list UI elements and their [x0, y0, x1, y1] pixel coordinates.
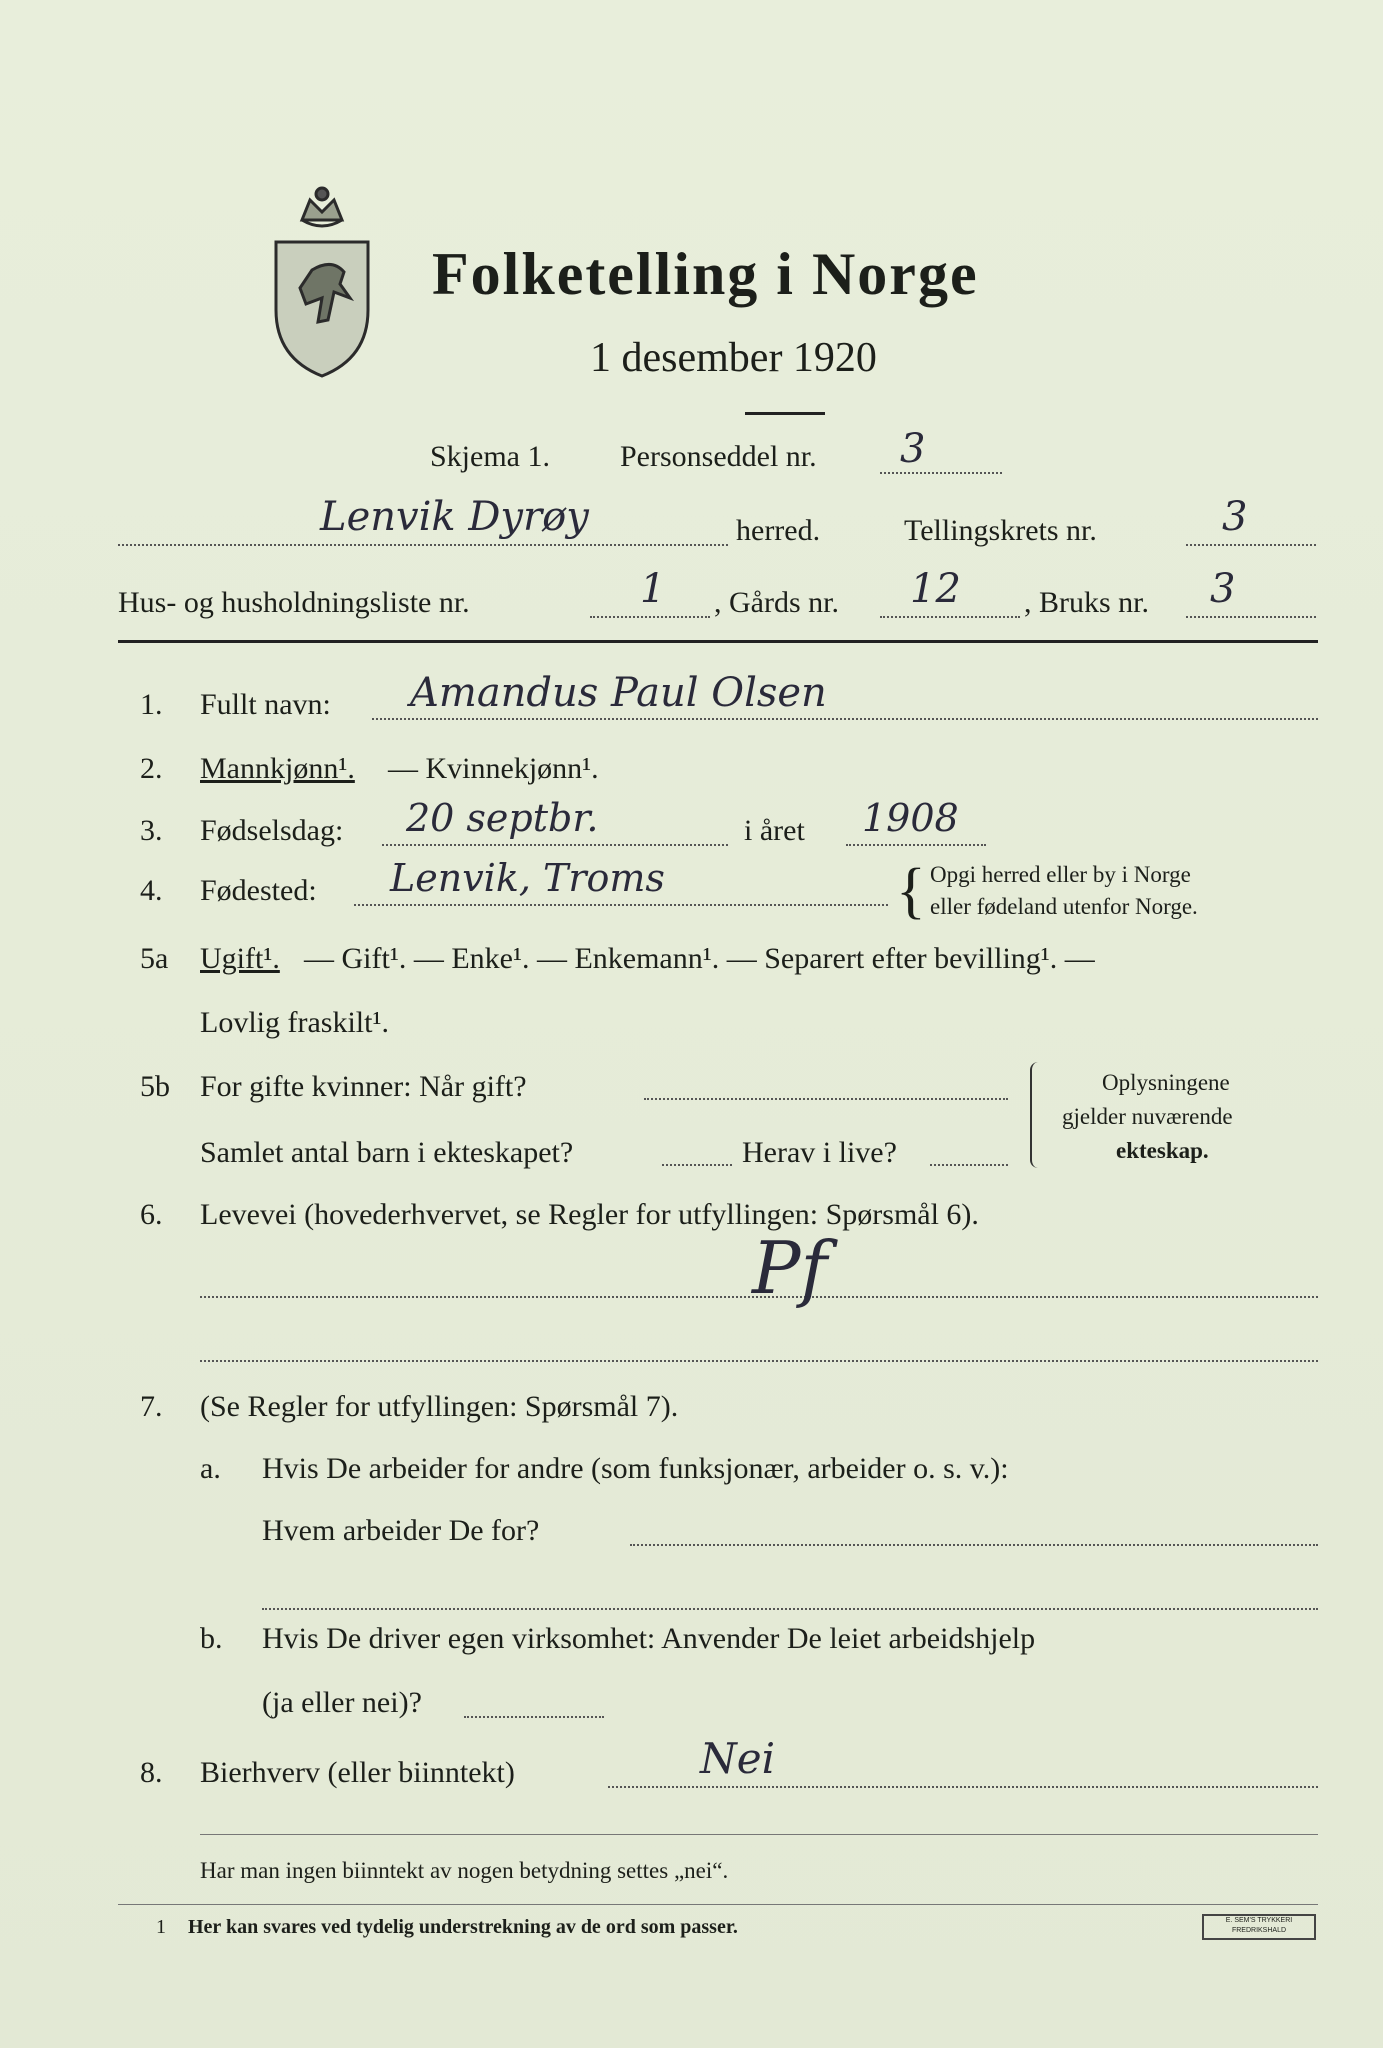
- q7b-label: Hvis De driver egen virksomhet: Anvender De leiet arbeidshjelp: [262, 1622, 1036, 1655]
- q2-number: 2.: [140, 752, 163, 785]
- q7-number: 7.: [140, 1390, 163, 1423]
- q3-number: 3.: [140, 814, 163, 847]
- q8-label: Bierhverv (eller biinntekt): [200, 1756, 515, 1789]
- q7b-letter: b.: [200, 1622, 223, 1655]
- q8-number: 8.: [140, 1756, 163, 1789]
- hus-label: Hus- og husholdningsliste nr.: [118, 586, 470, 619]
- occupation-field-2[interactable]: [200, 1360, 1318, 1362]
- q4-note-2: eller fødeland utenfor Norge.: [930, 894, 1198, 919]
- tellingskrets-label: Tellingskrets nr.: [904, 514, 1097, 547]
- birth-year-field[interactable]: [846, 844, 986, 846]
- footer-rule: [200, 1834, 1318, 1835]
- gards-value: 12: [910, 566, 961, 612]
- q5a-number: 5a: [140, 942, 169, 975]
- q4-number: 4.: [140, 874, 163, 907]
- married-date-field[interactable]: [644, 1098, 1008, 1100]
- q7-label: (Se Regler for utfyllingen: Spørsmål 7).: [200, 1390, 679, 1423]
- q3-label: Fødselsdag:: [200, 814, 344, 847]
- q5b-married-label: For gifte kvinner: Når gift?: [200, 1070, 527, 1103]
- q4-note-1: Opgi herred eller by i Norge: [930, 862, 1191, 887]
- bruks-field[interactable]: [1186, 616, 1316, 618]
- full-name-value: Amandus Paul Olsen: [410, 670, 827, 716]
- sex-male-option[interactable]: Mannkjønn¹.: [200, 752, 355, 785]
- bruks-value: 3: [1210, 566, 1236, 612]
- skjema-label: Skjema 1.: [430, 440, 550, 473]
- q4-brace: {: [896, 857, 926, 925]
- side-income-value: Nei: [700, 1734, 776, 1783]
- footnote-mark: 1: [156, 1916, 166, 1938]
- q7a-sub-label: Hvem arbeider De for?: [262, 1514, 540, 1547]
- employer-field-1[interactable]: [630, 1544, 1318, 1546]
- footer-note: Har man ingen biinntekt av nogen betydning settes „nei“.: [200, 1858, 729, 1883]
- q1-label: Fullt navn:: [200, 688, 331, 721]
- q5b-note-3: ekteskap.: [1116, 1138, 1209, 1163]
- header-rule: [118, 640, 1318, 643]
- q3-year-label: i året: [744, 814, 805, 847]
- personseddel-value: 3: [900, 426, 926, 472]
- hus-value: 1: [640, 566, 666, 612]
- status-divorced-option[interactable]: Lovlig fraskilt¹.: [200, 1006, 389, 1039]
- herred-label: herred.: [736, 514, 821, 547]
- hired-help-field[interactable]: [464, 1716, 604, 1718]
- bruks-label: , Bruks nr.: [1024, 586, 1150, 619]
- herred-field[interactable]: [118, 544, 728, 546]
- tellingskrets-field[interactable]: [1186, 544, 1316, 546]
- personseddel-field[interactable]: [880, 472, 1002, 474]
- status-other-options[interactable]: — Gift¹. — Enke¹. — Enkemann¹. — Separert efter bevilling¹. —: [304, 942, 1095, 975]
- footnote-rule: [118, 1904, 1318, 1905]
- birthday-value: 20 septbr.: [406, 796, 599, 840]
- birth-year-value: 1908: [862, 796, 959, 840]
- side-income-field[interactable]: [608, 1786, 1318, 1788]
- birthplace-value: Lenvik, Troms: [390, 856, 665, 900]
- gards-label: , Gårds nr.: [714, 586, 839, 619]
- q7a-letter: a.: [200, 1452, 221, 1485]
- gards-field[interactable]: [880, 616, 1020, 618]
- form-title: Folketelling i Norge: [432, 241, 979, 307]
- tellingskrets-value: 3: [1222, 494, 1248, 540]
- q6-number: 6.: [140, 1198, 163, 1231]
- children-total-field[interactable]: [662, 1164, 732, 1166]
- q5b-bracket: [1030, 1062, 1042, 1168]
- coat-of-arms-icon: [262, 180, 382, 380]
- full-name-field[interactable]: [372, 718, 1318, 720]
- footnote-text: Her kan svares ved tydelig understrekning av de ord som passer.: [188, 1916, 738, 1938]
- personseddel-label: Personseddel nr.: [620, 440, 817, 473]
- birthday-field[interactable]: [382, 844, 728, 846]
- q7b-sub-label: (ja eller nei)?: [262, 1686, 422, 1719]
- birthplace-field[interactable]: [354, 904, 888, 906]
- q6-label: Levevei (hovederhvervet, se Regler for utfyllingen: Spørsmål 6).: [200, 1198, 979, 1231]
- q5b-children-label: Samlet antal barn i ekteskapet?: [200, 1136, 574, 1169]
- sex-female-option[interactable]: — Kvinnekjønn¹.: [388, 752, 599, 785]
- census-date: 1 desember 1920: [590, 335, 877, 381]
- title-divider: [745, 412, 825, 415]
- children-alive-field[interactable]: [930, 1164, 1008, 1166]
- status-unmarried-option[interactable]: Ugift¹.: [200, 942, 280, 975]
- q5b-alive-label: Herav i live?: [742, 1136, 897, 1169]
- q5b-note-1: Oplysningene: [1102, 1070, 1230, 1095]
- q1-number: 1.: [140, 688, 163, 721]
- hus-field[interactable]: [590, 616, 710, 618]
- employer-field-2[interactable]: [262, 1608, 1318, 1610]
- q7a-label: Hvis De arbeider for andre (som funksjonær, arbeider o. s. v.):: [262, 1452, 1009, 1485]
- printer-stamp: E. SEM'S TRYKKERI FREDRIKSHALD: [1202, 1914, 1316, 1940]
- q4-label: Fødested:: [200, 874, 317, 907]
- herred-value: Lenvik Dyrøy: [320, 494, 589, 540]
- q5b-number: 5b: [140, 1070, 170, 1103]
- occupation-value: Pf: [752, 1226, 828, 1310]
- q5b-note-2: gjelder nuværende: [1062, 1104, 1233, 1129]
